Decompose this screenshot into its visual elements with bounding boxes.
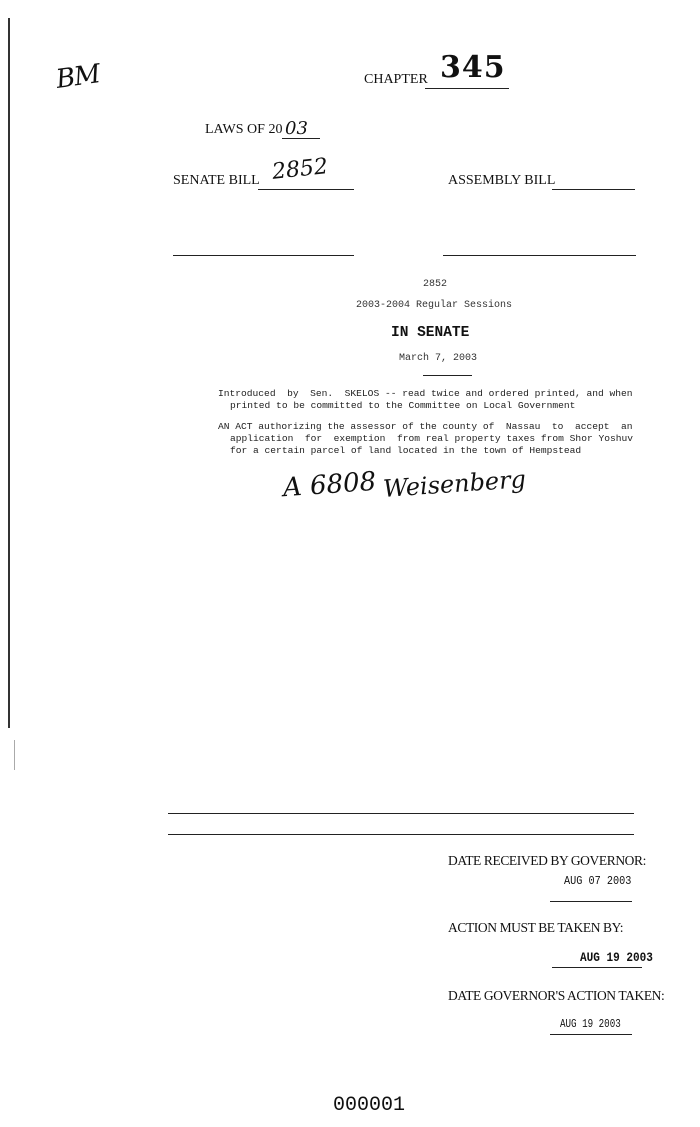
chapter-number: 345 [440,50,506,85]
scan-edge-line [8,18,10,728]
bill-number: 2852 [423,279,448,290]
received-underline [550,901,632,902]
act-line-1: AN ACT authorizing the assessor of the county of Nassau to accept an [218,421,633,432]
chapter-underline [425,88,509,89]
scan-edge-mark [14,740,15,770]
senate-bill-underline [258,189,354,190]
act-line-3: for a certain parcel of land located in the town of Hempstead [230,445,582,456]
margin-initials: BM [54,59,102,95]
handwritten-sponsor: Weisenberg [382,465,527,503]
deadline-label: ACTION MUST BE TAKEN BY: [448,920,624,935]
action-underline [550,1034,632,1035]
bill-chamber: IN SENATE [391,325,470,341]
act-line-2: application for exemption from real property taxes from Shor Yoshuv [230,433,634,444]
lower-rule-1 [168,813,634,814]
assembly-bill-underline [552,189,635,190]
senate-bill-label: SENATE BILL [173,173,260,188]
action-date: AUG 19 2003 [560,1018,621,1031]
laws-label: LAWS OF 20 [205,122,283,137]
handwritten-assembly-ref: A 6808 [282,466,378,504]
action-label: DATE GOVERNOR'S ACTION TAKEN: [448,988,665,1003]
date-underline [423,375,472,376]
intro-line-2: printed to be committed to the Committee on Local Government [230,400,576,411]
received-date: AUG 07 2003 [564,874,632,888]
laws-year: 03 [285,118,308,139]
deadline-underline [552,967,642,968]
received-label: DATE RECEIVED BY GOVERNOR: [448,853,646,868]
page-number: 000001 [333,1094,406,1117]
assembly-bill-label: ASSEMBLY BILL [448,173,556,188]
blank-line-left [173,255,354,256]
bill-date: March 7, 2003 [399,353,478,364]
intro-line-1: Introduced by Sen. SKELOS -- read twice and ordered printed, and when [218,388,633,399]
senate-bill-number: 2852 [270,154,330,185]
deadline-date: AUG 19 2003 [580,950,653,965]
lower-rule-2 [168,834,634,835]
bill-session: 2003-2004 Regular Sessions [356,300,513,311]
blank-line-right [443,255,636,256]
chapter-label: CHAPTER [364,72,428,87]
